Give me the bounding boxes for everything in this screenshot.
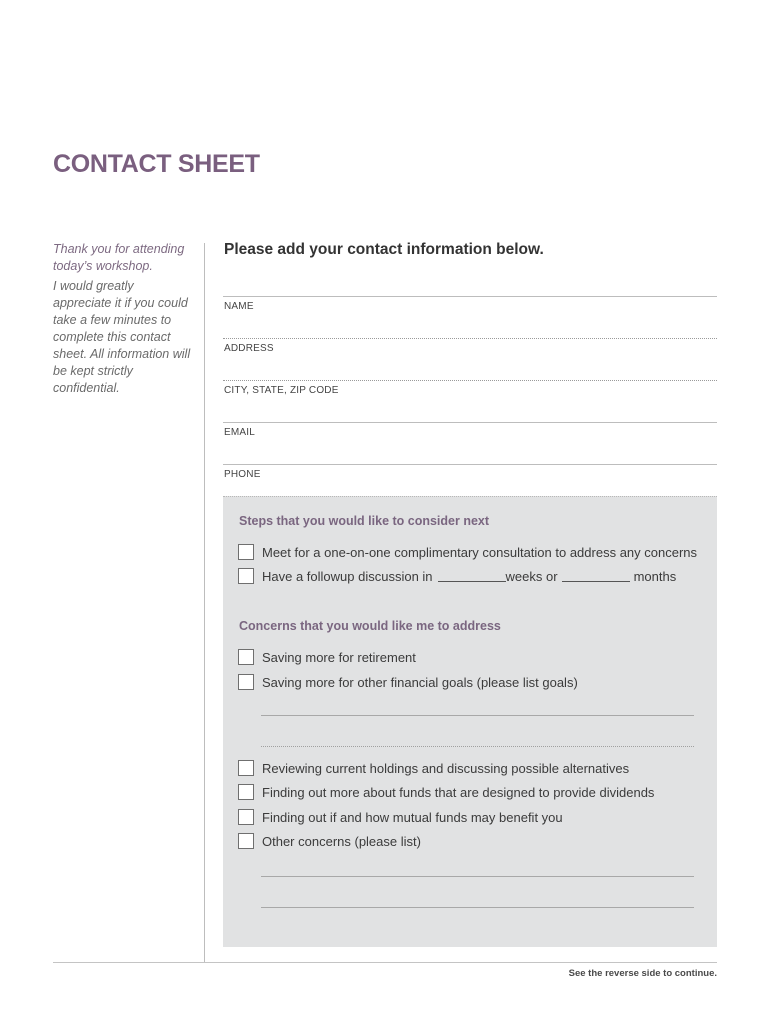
- name-line: [223, 296, 717, 297]
- vertical-divider: [204, 243, 205, 963]
- concern-mutual-funds[interactable]: [238, 809, 563, 825]
- holdings-label: Reviewing current holdings and discussing possible alternatives: [262, 760, 630, 776]
- followup-prefix: Have a followup discussion in: [262, 568, 433, 584]
- email-field[interactable]: [223, 422, 717, 464]
- city-state-zip-line: [223, 380, 717, 381]
- mutual-funds-checkbox[interactable]: [238, 809, 254, 825]
- concerns-title: Concerns that you would like me to address: [239, 619, 501, 633]
- email-label: EMAIL: [224, 427, 256, 438]
- dividends-label: Finding out more about funds that are designed to provide dividends: [262, 784, 655, 800]
- concern-retirement[interactable]: [238, 649, 416, 665]
- holdings-checkbox[interactable]: [238, 760, 254, 776]
- months-blank[interactable]: [562, 571, 630, 582]
- weeks-blank[interactable]: [438, 571, 506, 582]
- consultation-label: Meet for a one-on-one complimentary consultation to address any concerns: [262, 544, 698, 560]
- confidentiality-text: I would greatly appreciate it if you could take a few minutes to complete this contact sheet. All information will be kept strictly confidential.: [53, 279, 191, 395]
- other-concerns-label: Other concerns (please list): [262, 833, 421, 849]
- city-state-zip-field[interactable]: [223, 380, 717, 422]
- sidebar-note: [53, 241, 193, 397]
- options-panel: [223, 496, 717, 947]
- steps-title: Steps that you would like to consider next: [239, 514, 490, 528]
- goals-write-line-1[interactable]: [261, 715, 694, 716]
- consultation-checkbox[interactable]: [238, 544, 254, 560]
- other-write-line-1[interactable]: [261, 876, 694, 877]
- concern-other[interactable]: [238, 833, 421, 849]
- concern-holdings[interactable]: [238, 760, 629, 776]
- followup-option[interactable]: [238, 568, 676, 584]
- other-goals-checkbox[interactable]: [238, 674, 254, 690]
- mutual-funds-label: Finding out if and how mutual funds may benefit you: [262, 809, 563, 825]
- footer-divider: [53, 962, 717, 963]
- other-goals-label: Saving more for other financial goals (please list goals): [262, 674, 578, 690]
- concern-other-goals[interactable]: [238, 674, 578, 690]
- concern-dividends[interactable]: [238, 784, 654, 800]
- dividends-checkbox[interactable]: [238, 784, 254, 800]
- goals-write-line-2[interactable]: [261, 746, 694, 747]
- other-write-line-2[interactable]: [261, 907, 694, 908]
- months-label: months: [633, 568, 677, 584]
- phone-label: PHONE: [224, 469, 261, 480]
- weeks-label: weeks or: [505, 568, 558, 584]
- name-field[interactable]: [223, 296, 717, 338]
- thank-you-text: Thank you for attending today’s workshop.: [53, 242, 185, 273]
- consultation-option[interactable]: [238, 544, 697, 560]
- footer-note: See the reverse side to continue.: [568, 968, 717, 979]
- name-label: NAME: [224, 301, 254, 312]
- email-line: [223, 422, 717, 423]
- address-label: ADDRESS: [224, 343, 274, 354]
- address-field[interactable]: [223, 338, 717, 380]
- followup-checkbox[interactable]: [238, 568, 254, 584]
- page-title: CONTACT SHEET: [53, 150, 260, 178]
- other-concerns-checkbox[interactable]: [238, 833, 254, 849]
- address-line: [223, 338, 717, 339]
- contact-heading: Please add your contact information below.: [224, 241, 544, 258]
- retirement-label: Saving more for retirement: [262, 649, 416, 665]
- city-state-zip-label: CITY, STATE, ZIP CODE: [224, 385, 339, 396]
- phone-line: [223, 464, 717, 465]
- retirement-checkbox[interactable]: [238, 649, 254, 665]
